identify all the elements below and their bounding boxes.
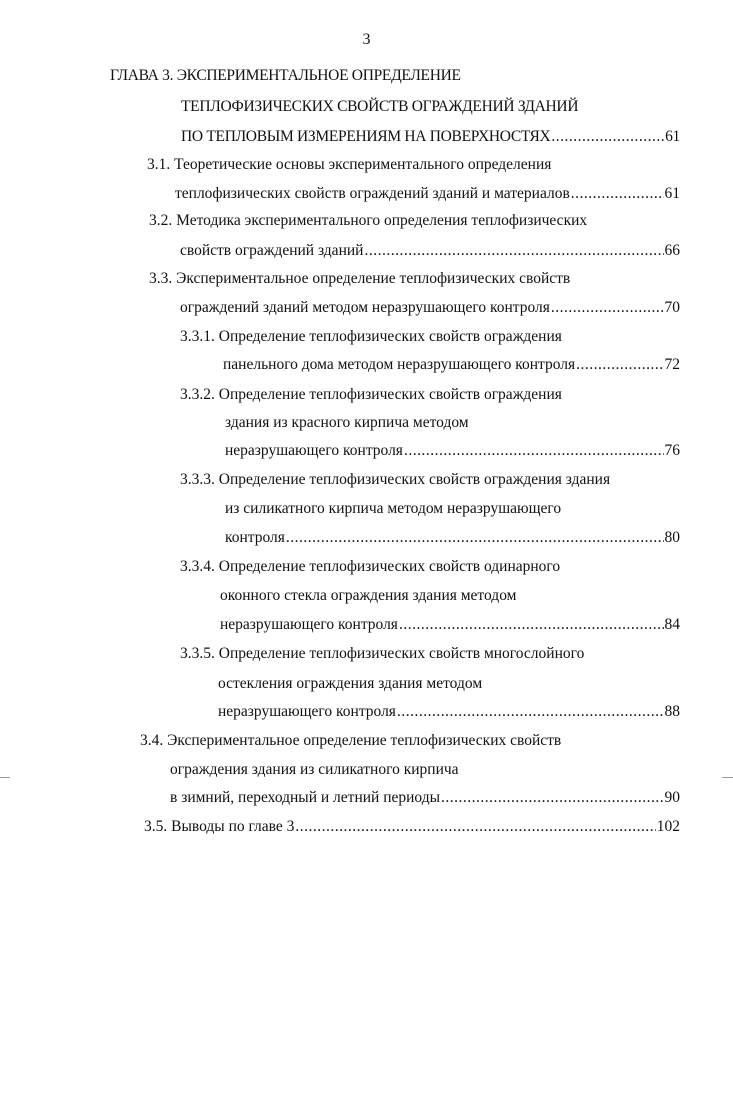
- leader-dots: [551, 298, 664, 318]
- toc-entry-3-3-2-line-2: здания из красного кирпича методом: [225, 414, 469, 431]
- toc-entry-3-3-line-2: ограждений зданий методом неразрушающего контроля ..... 70: [180, 298, 680, 318]
- page-ref: 76: [664, 442, 680, 459]
- toc-entry-3-3-3-line-3: контроля ..... 80: [225, 528, 680, 548]
- toc-entry-3-1-line-2: теплофизических свойств ограждений зданий и материалов ..... 61: [175, 184, 680, 204]
- page-ref: 66: [664, 242, 680, 259]
- toc-entry-3-3-5-line-1: 3.3.5. Определение теплофизических свойств многослойного: [180, 645, 585, 662]
- leader-dots: [286, 528, 664, 548]
- page-ref: 61: [665, 128, 680, 145]
- toc-entry-3-4-line-2: ограждения здания из силикатного кирпича: [170, 761, 459, 778]
- toc-entry-3-3-1-line-1: 3.3.1. Определение теплофизических свойств ограждения: [180, 328, 562, 345]
- toc-entry-3-5: 3.5. Выводы по главе 3 ..... 102: [144, 817, 680, 837]
- toc-entry-3-3-3-line-1: 3.3.3. Определение теплофизических свойств ограждения здания: [180, 471, 611, 488]
- scan-edge-mark-right: [722, 777, 733, 778]
- page-ref: 84: [664, 616, 680, 633]
- toc-entry-3-3-5-line-2: остекления ограждения здания методом: [218, 675, 483, 692]
- scan-edge-mark-left: [0, 777, 10, 778]
- chapter-title-line-2: ТЕПЛОФИЗИЧЕСКИХ СВОЙСТВ ОГРАЖДЕНИЙ ЗДАНИЙ: [181, 98, 579, 115]
- leader-dots: [551, 127, 664, 147]
- toc-entry-3-3-2-line-3: неразрушающего контроля ..... 76: [225, 441, 680, 461]
- chapter-title-line-1: ГЛАВА 3. ЭКСПЕРИМЕНТАЛЬНОЕ ОПРЕДЕЛЕНИЕ: [110, 67, 461, 84]
- page-ref: 80: [664, 529, 680, 546]
- toc-entry-3-4-line-1: 3.4. Экспериментальное определение теплофизических свойств: [140, 732, 562, 749]
- leader-dots: [441, 788, 663, 808]
- leader-dots: [295, 817, 655, 837]
- leader-dots: [404, 441, 664, 461]
- leader-dots: [576, 355, 663, 375]
- toc-entry-3-3-1-line-2: панельного дома методом неразрушающего контроля ..... 72: [223, 355, 680, 375]
- page-ref: 70: [664, 299, 680, 316]
- toc-entry-3-3-4-line-3: неразрушающего контроля ..... 84: [220, 615, 680, 635]
- toc-entry-3-4-line-3: в зимний, переходный и летний периоды ..... 90: [170, 788, 680, 808]
- page-ref: 90: [664, 789, 680, 806]
- chapter-title-line-3: ПО ТЕПЛОВЫМ ИЗМЕРЕНИЯМ НА ПОВЕРХНОСТЯХ ..... 61: [181, 127, 680, 147]
- page-ref: 88: [664, 703, 680, 720]
- page-ref: 102: [656, 818, 680, 835]
- toc-entry-3-3-4-line-1: 3.3.4. Определение теплофизических свойств одинарного: [180, 558, 561, 575]
- toc-entry-3-1-line-1: 3.1. Теоретические основы экспериментального определения: [147, 156, 552, 173]
- toc-entry-3-2-line-1: 3.2. Методика экспериментального определения теплофизических: [149, 212, 588, 229]
- leader-dots: [571, 184, 664, 204]
- toc-entry-3-3-3-line-2: из силикатного кирпича методом неразрушающего: [225, 500, 562, 517]
- leader-dots: [364, 241, 663, 261]
- page-ref: 61: [664, 185, 680, 202]
- toc-entry-3-3-line-1: 3.3. Экспериментальное определение теплофизических свойств: [149, 270, 571, 287]
- toc-entry-3-3-5-line-3: неразрушающего контроля ..... 88: [218, 702, 680, 722]
- leader-dots: [399, 615, 664, 635]
- page-number: 3: [362, 31, 371, 48]
- leader-dots: [397, 702, 664, 722]
- toc-entry-3-2-line-2: свойств ограждений зданий ..... 66: [180, 241, 680, 261]
- toc-entry-3-3-4-line-2: оконного стекла ограждения здания методом: [220, 587, 517, 604]
- page-ref: 72: [664, 356, 680, 373]
- toc-entry-3-3-2-line-1: 3.3.2. Определение теплофизических свойств ограждения: [180, 386, 562, 403]
